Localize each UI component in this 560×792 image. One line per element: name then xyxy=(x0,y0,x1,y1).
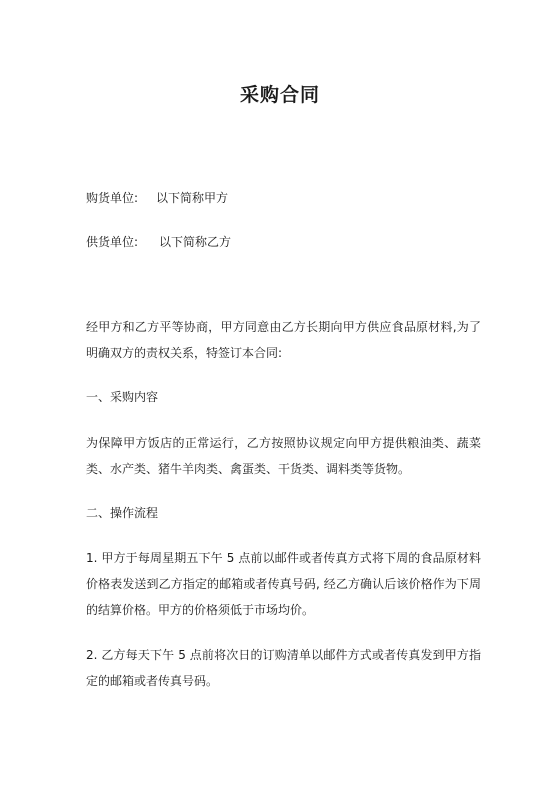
section-2-item-1: 1. 甲方于每周星期五下午 5 点前以邮件或者传真方式将下周的食品原材料价格表发送到乙方指定的邮箱或者传真号码, 经乙方确认后该价格作为下周的结算价格。甲方的价格须低于市场均价。 xyxy=(86,551,481,617)
section-1-body: 为保障甲方饭店的正常运行，乙方按照协议规定向甲方提供粮油类、蔬菜类、水产类、猪牛羊肉类、禽蛋类、干货类、调料类等货物。 xyxy=(86,436,481,476)
supplier-label: 供货单位: xyxy=(86,235,139,249)
buyer-value: 以下简称甲方 xyxy=(156,191,229,205)
section-2-item-2: 2. 乙方每天下午 5 点前将次日的订购清单以邮件方式或者传真发到甲方指定的邮箱或者传真号码。 xyxy=(86,648,481,688)
buyer-label: 购货单位: xyxy=(86,191,139,205)
supplier-value: 以下简称乙方 xyxy=(159,235,232,249)
document-title: 采购合同 xyxy=(239,84,320,106)
section-1-heading: 一、采购内容 xyxy=(86,390,159,404)
buyer-field xyxy=(86,190,228,206)
supplier-field xyxy=(86,234,231,250)
section-2-heading: 二、操作流程 xyxy=(86,506,159,520)
intro-paragraph: 经甲方和乙方平等协商，甲方同意由乙方长期向甲方供应食品原材料,为了明确双方的责权关系，特签订本合同: xyxy=(86,320,481,360)
